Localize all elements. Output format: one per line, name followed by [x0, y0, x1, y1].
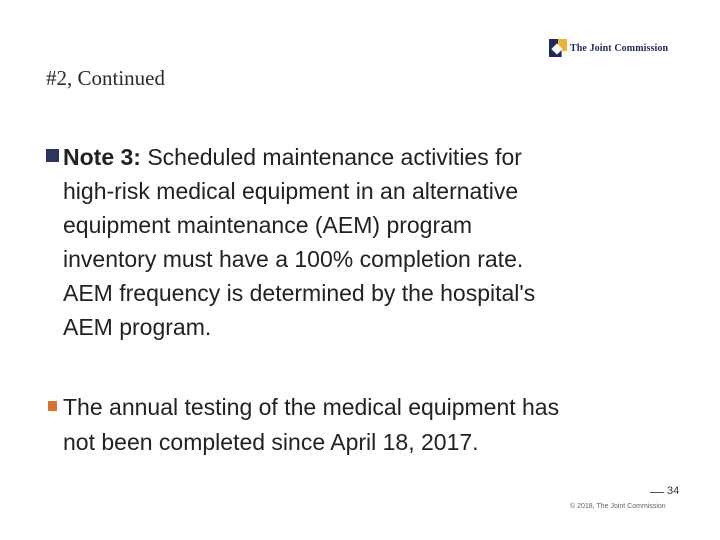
- note-line-text: Scheduled maintenance activities for: [140, 144, 522, 170]
- note-line: equipment maintenance (AEM) program: [63, 212, 473, 238]
- page-number: 34: [667, 485, 680, 497]
- footer-rule: [650, 492, 664, 493]
- orange-square-bullet-icon: [48, 401, 57, 411]
- copyright-notice: © 2018, The Joint Commission: [570, 503, 666, 510]
- finding-line: not been completed since April 18, 2017.: [63, 429, 479, 455]
- logo-text: The Joint Commission: [570, 42, 669, 54]
- joint-commission-logo: [549, 36, 668, 60]
- finding-line: The annual testing of the medical equipment has: [63, 394, 560, 420]
- note-block: [46, 140, 676, 344]
- square-bullet-icon: [46, 149, 60, 163]
- note-text: [63, 140, 676, 344]
- note-line: [63, 140, 676, 174]
- note-line: high-risk medical equipment in an alternative: [63, 178, 519, 204]
- note-line: inventory must have a 100% completion rate.: [63, 246, 524, 272]
- joint-commission-logo-icon: [549, 39, 567, 57]
- note-line: AEM program.: [63, 314, 212, 340]
- finding-block: [46, 390, 686, 460]
- slide-title: #2, Continued: [46, 66, 165, 90]
- note-line: AEM frequency is determined by the hospital's: [63, 280, 536, 306]
- note-label: Note 3:: [63, 144, 141, 170]
